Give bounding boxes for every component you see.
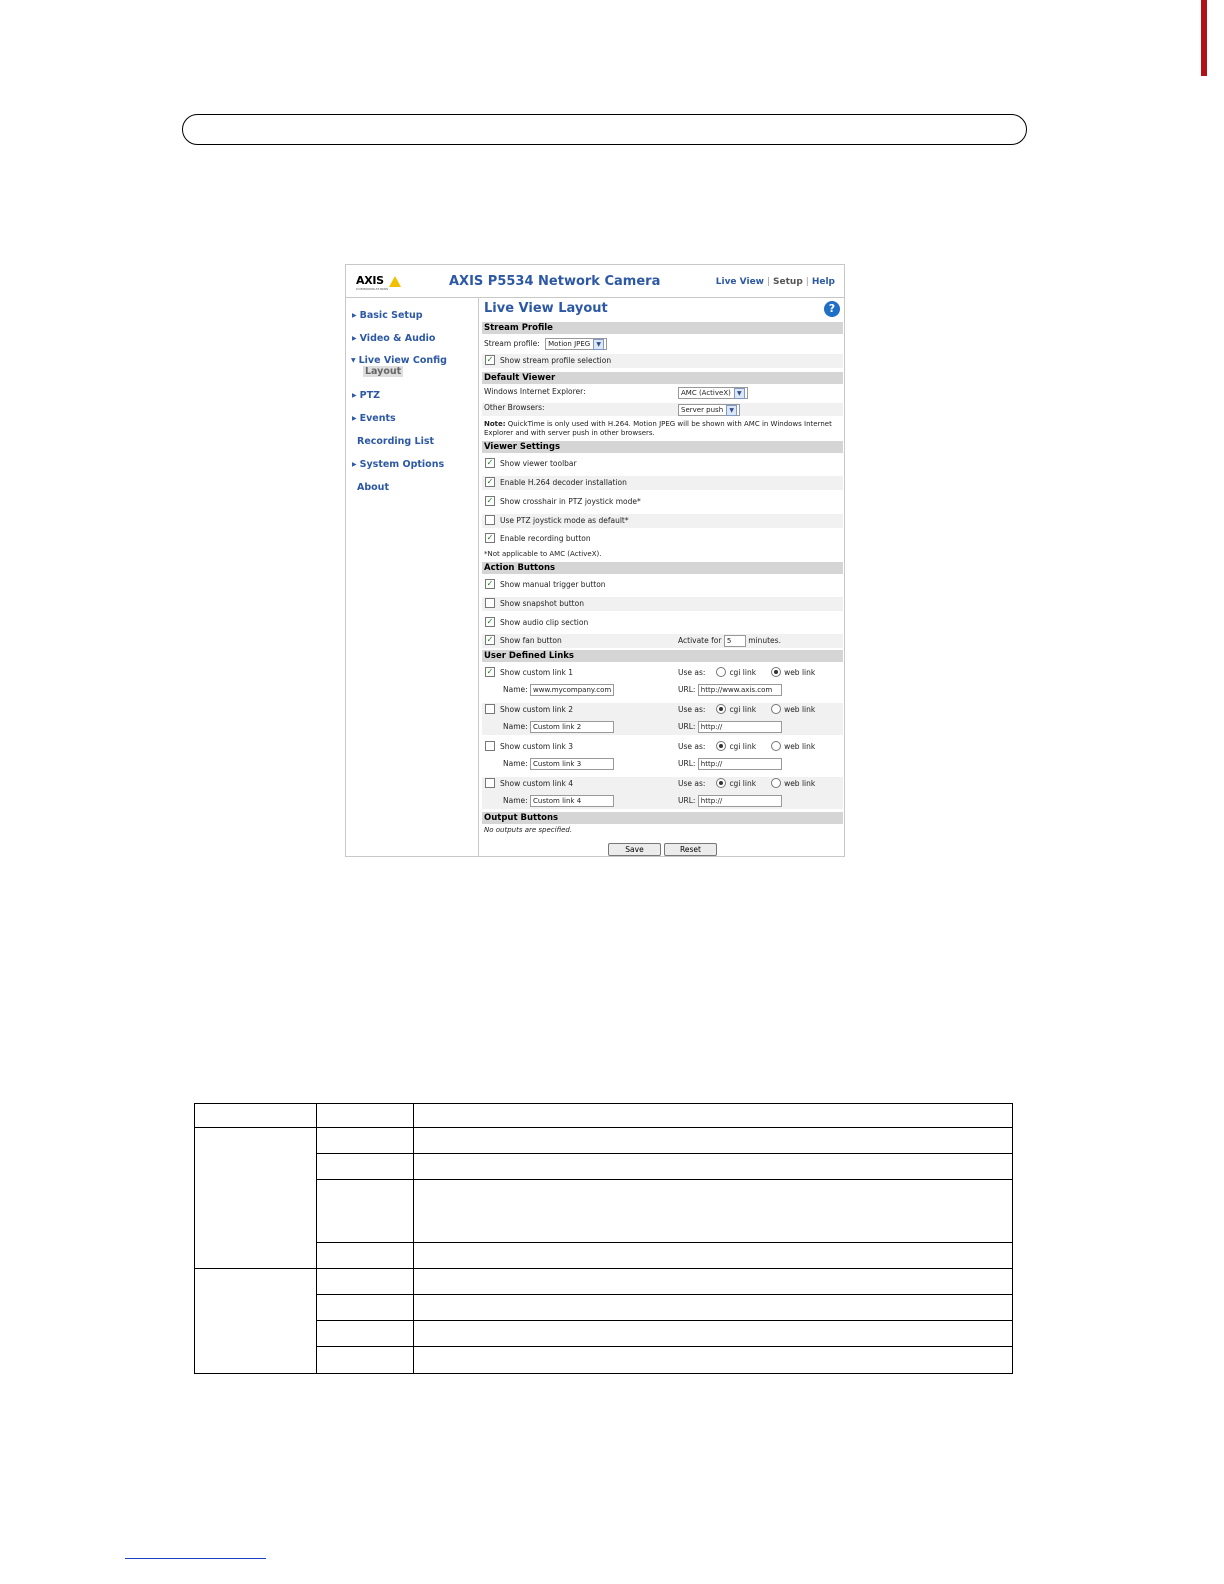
custom-link-url-input[interactable]: http:// [698, 795, 782, 807]
activate-for-group: Activate for 5 minutes. [678, 636, 781, 645]
main-panel [479, 298, 844, 856]
chevron-down-icon: ▼ [726, 405, 737, 416]
sidebar-item-events[interactable]: ▶ Events [352, 413, 396, 424]
checkbox[interactable]: ✓ [486, 496, 494, 505]
chevron-down-icon: ▼ [734, 388, 745, 399]
section-default-viewer: Default Viewer [482, 372, 843, 384]
cgi-link-radio[interactable] [716, 704, 726, 714]
section-stream-profile: Stream Profile [482, 322, 843, 334]
page-edge-marker [1201, 0, 1207, 76]
custom-link-block: Show custom link 3 Use as: cgi link web link Name: Custom link 3 URL: http:// [482, 740, 843, 772]
logo-triangle-icon [389, 276, 401, 287]
table-row [195, 1269, 1013, 1295]
viewer-setting-row: ✓ Show viewer toolbar [486, 458, 577, 468]
no-outputs-note: No outputs are specified. [484, 826, 573, 834]
other-browsers-row: Other Browsers: Server push ▼ [482, 403, 843, 416]
action-button-row: Show snapshot button [482, 597, 843, 611]
sidebar-item-live-view-config[interactable]: ▼ Live View Config [351, 355, 447, 366]
action-button-row: ✓ Show manual trigger button [486, 579, 606, 589]
section-action-buttons: Action Buttons [482, 562, 843, 574]
checkbox[interactable]: ✓ [486, 355, 494, 364]
camera-top-bar [346, 265, 844, 298]
sidebar-item-system-options[interactable]: ▶ System Options [352, 459, 445, 470]
other-browsers-select[interactable]: Server push ▼ [678, 404, 740, 416]
footer-link-underline [125, 1558, 266, 1559]
sidebar-subitem-layout[interactable]: Layout [365, 366, 402, 377]
camera-title: AXIS P5534 Network Camera [449, 274, 661, 289]
cgi-link-radio[interactable] [716, 778, 726, 788]
ie-viewer-select[interactable]: AMC (ActiveX) ▼ [678, 387, 748, 399]
viewer-settings-footnote: *Not applicable to AMC (ActiveX). [484, 550, 602, 558]
viewer-setting-row: ✓ Enable recording button [486, 533, 591, 543]
axis-logo [356, 274, 402, 292]
custom-link-name-input[interactable]: Custom link 4 [530, 795, 614, 807]
section-user-defined-links: User Defined Links [482, 650, 843, 662]
web-link-radio[interactable] [771, 667, 781, 677]
checkbox[interactable] [485, 515, 495, 525]
table-row [195, 1347, 1013, 1374]
custom-link-block: Show custom link 4 Use as: cgi link web link Name: Custom link 4 URL: http:// [482, 777, 843, 809]
default-viewer-note: Note: QuickTime is only used with H.264. Motion JPEG will be shown with AMC in Windows Internet Explorer and with server push in other browsers. [484, 420, 832, 437]
table-row [195, 1243, 1013, 1269]
fan-minutes-input[interactable]: 5 [724, 635, 746, 647]
checkbox[interactable] [485, 598, 495, 608]
table-row [195, 1180, 1013, 1243]
action-button-row: ✓ Show fan button Activate for 5 minutes. [482, 634, 843, 648]
web-link-radio[interactable] [771, 778, 781, 788]
checkbox[interactable] [485, 741, 495, 751]
table-row [195, 1104, 1013, 1128]
checkbox[interactable]: ✓ [486, 579, 494, 588]
chevron-down-icon: ▼ [593, 339, 604, 350]
checkbox[interactable]: ✓ [486, 617, 494, 626]
camera-web-ui-screenshot [345, 264, 845, 857]
web-link-radio[interactable] [771, 704, 781, 714]
sidebar-item-ptz[interactable]: ▶ PTZ [352, 390, 380, 401]
table-row [195, 1154, 1013, 1180]
show-stream-profile-selection-row: ✓ Show stream profile selection [482, 354, 843, 368]
custom-link-url-input[interactable]: http://www.axis.com [698, 684, 782, 696]
custom-link-block: ✓ Show custom link 1 Use as: cgi link web link Name: www.mycompany.com URL: http://www.axis.com [486, 667, 816, 694]
sidebar-item-recording-list[interactable]: Recording List [357, 436, 435, 447]
stream-profile-select[interactable]: Motion JPEG ▼ [545, 338, 607, 350]
web-link-radio[interactable] [771, 741, 781, 751]
help-icon[interactable]: ? [824, 301, 840, 317]
sidebar-item-basic-setup[interactable]: ▶ Basic Setup [352, 310, 423, 321]
checkbox[interactable]: ✓ [486, 667, 494, 676]
viewer-setting-row: ✓ Show crosshair in PTZ joystick mode* [486, 496, 641, 506]
sidebar-item-about[interactable]: About [357, 482, 389, 493]
stream-profile-row: Stream profile: Motion JPEG ▼ [482, 338, 843, 350]
logo-subtext: COMMUNICATIONS [356, 287, 389, 291]
reset-button[interactable]: Reset [664, 843, 717, 856]
sidebar-item-video-audio[interactable]: ▶ Video & Audio [352, 333, 436, 344]
page-title: Live View Layout [484, 301, 608, 316]
checkbox[interactable]: ✓ [486, 458, 494, 467]
ie-viewer-row: Windows Internet Explorer: AMC (ActiveX) ▼ [482, 387, 843, 400]
table-row [195, 1128, 1013, 1154]
custom-link-block: Show custom link 2 Use as: cgi link web link Name: Custom link 2 URL: http:// [482, 703, 843, 735]
custom-link-name-input[interactable]: www.mycompany.com [530, 684, 614, 696]
page-header-bar [182, 114, 1027, 145]
save-button[interactable]: Save [608, 843, 661, 856]
custom-link-name-input[interactable]: Custom link 2 [530, 721, 614, 733]
table-row [195, 1321, 1013, 1347]
setup-sidebar [346, 298, 479, 856]
logo-text: AXIS [356, 274, 384, 287]
checkbox[interactable] [485, 778, 495, 788]
help-link[interactable]: Help [811, 277, 835, 287]
checkbox[interactable]: ✓ [486, 477, 494, 486]
table-row [195, 1295, 1013, 1321]
live-view-link[interactable]: Live View [715, 277, 764, 287]
top-links: Live View | Setup | Help [715, 277, 835, 287]
action-button-row: ✓ Show audio clip section [486, 617, 589, 627]
custom-link-name-input[interactable]: Custom link 3 [530, 758, 614, 770]
checkbox[interactable]: ✓ [486, 533, 494, 542]
section-output-buttons: Output Buttons [482, 812, 843, 824]
custom-link-url-input[interactable]: http:// [698, 721, 782, 733]
viewer-setting-row: ✓ Enable H.264 decoder installation [482, 476, 843, 490]
checkbox[interactable] [485, 704, 495, 714]
checkbox[interactable]: ✓ [486, 635, 494, 644]
parameter-table [194, 1103, 1013, 1374]
viewer-setting-row: Use PTZ joystick mode as default* [482, 514, 843, 528]
cgi-link-radio[interactable] [716, 667, 726, 677]
section-viewer-settings: Viewer Settings [482, 441, 843, 453]
custom-link-url-input[interactable]: http:// [698, 758, 782, 770]
cgi-link-radio[interactable] [716, 741, 726, 751]
setup-link[interactable]: Setup [773, 277, 803, 287]
